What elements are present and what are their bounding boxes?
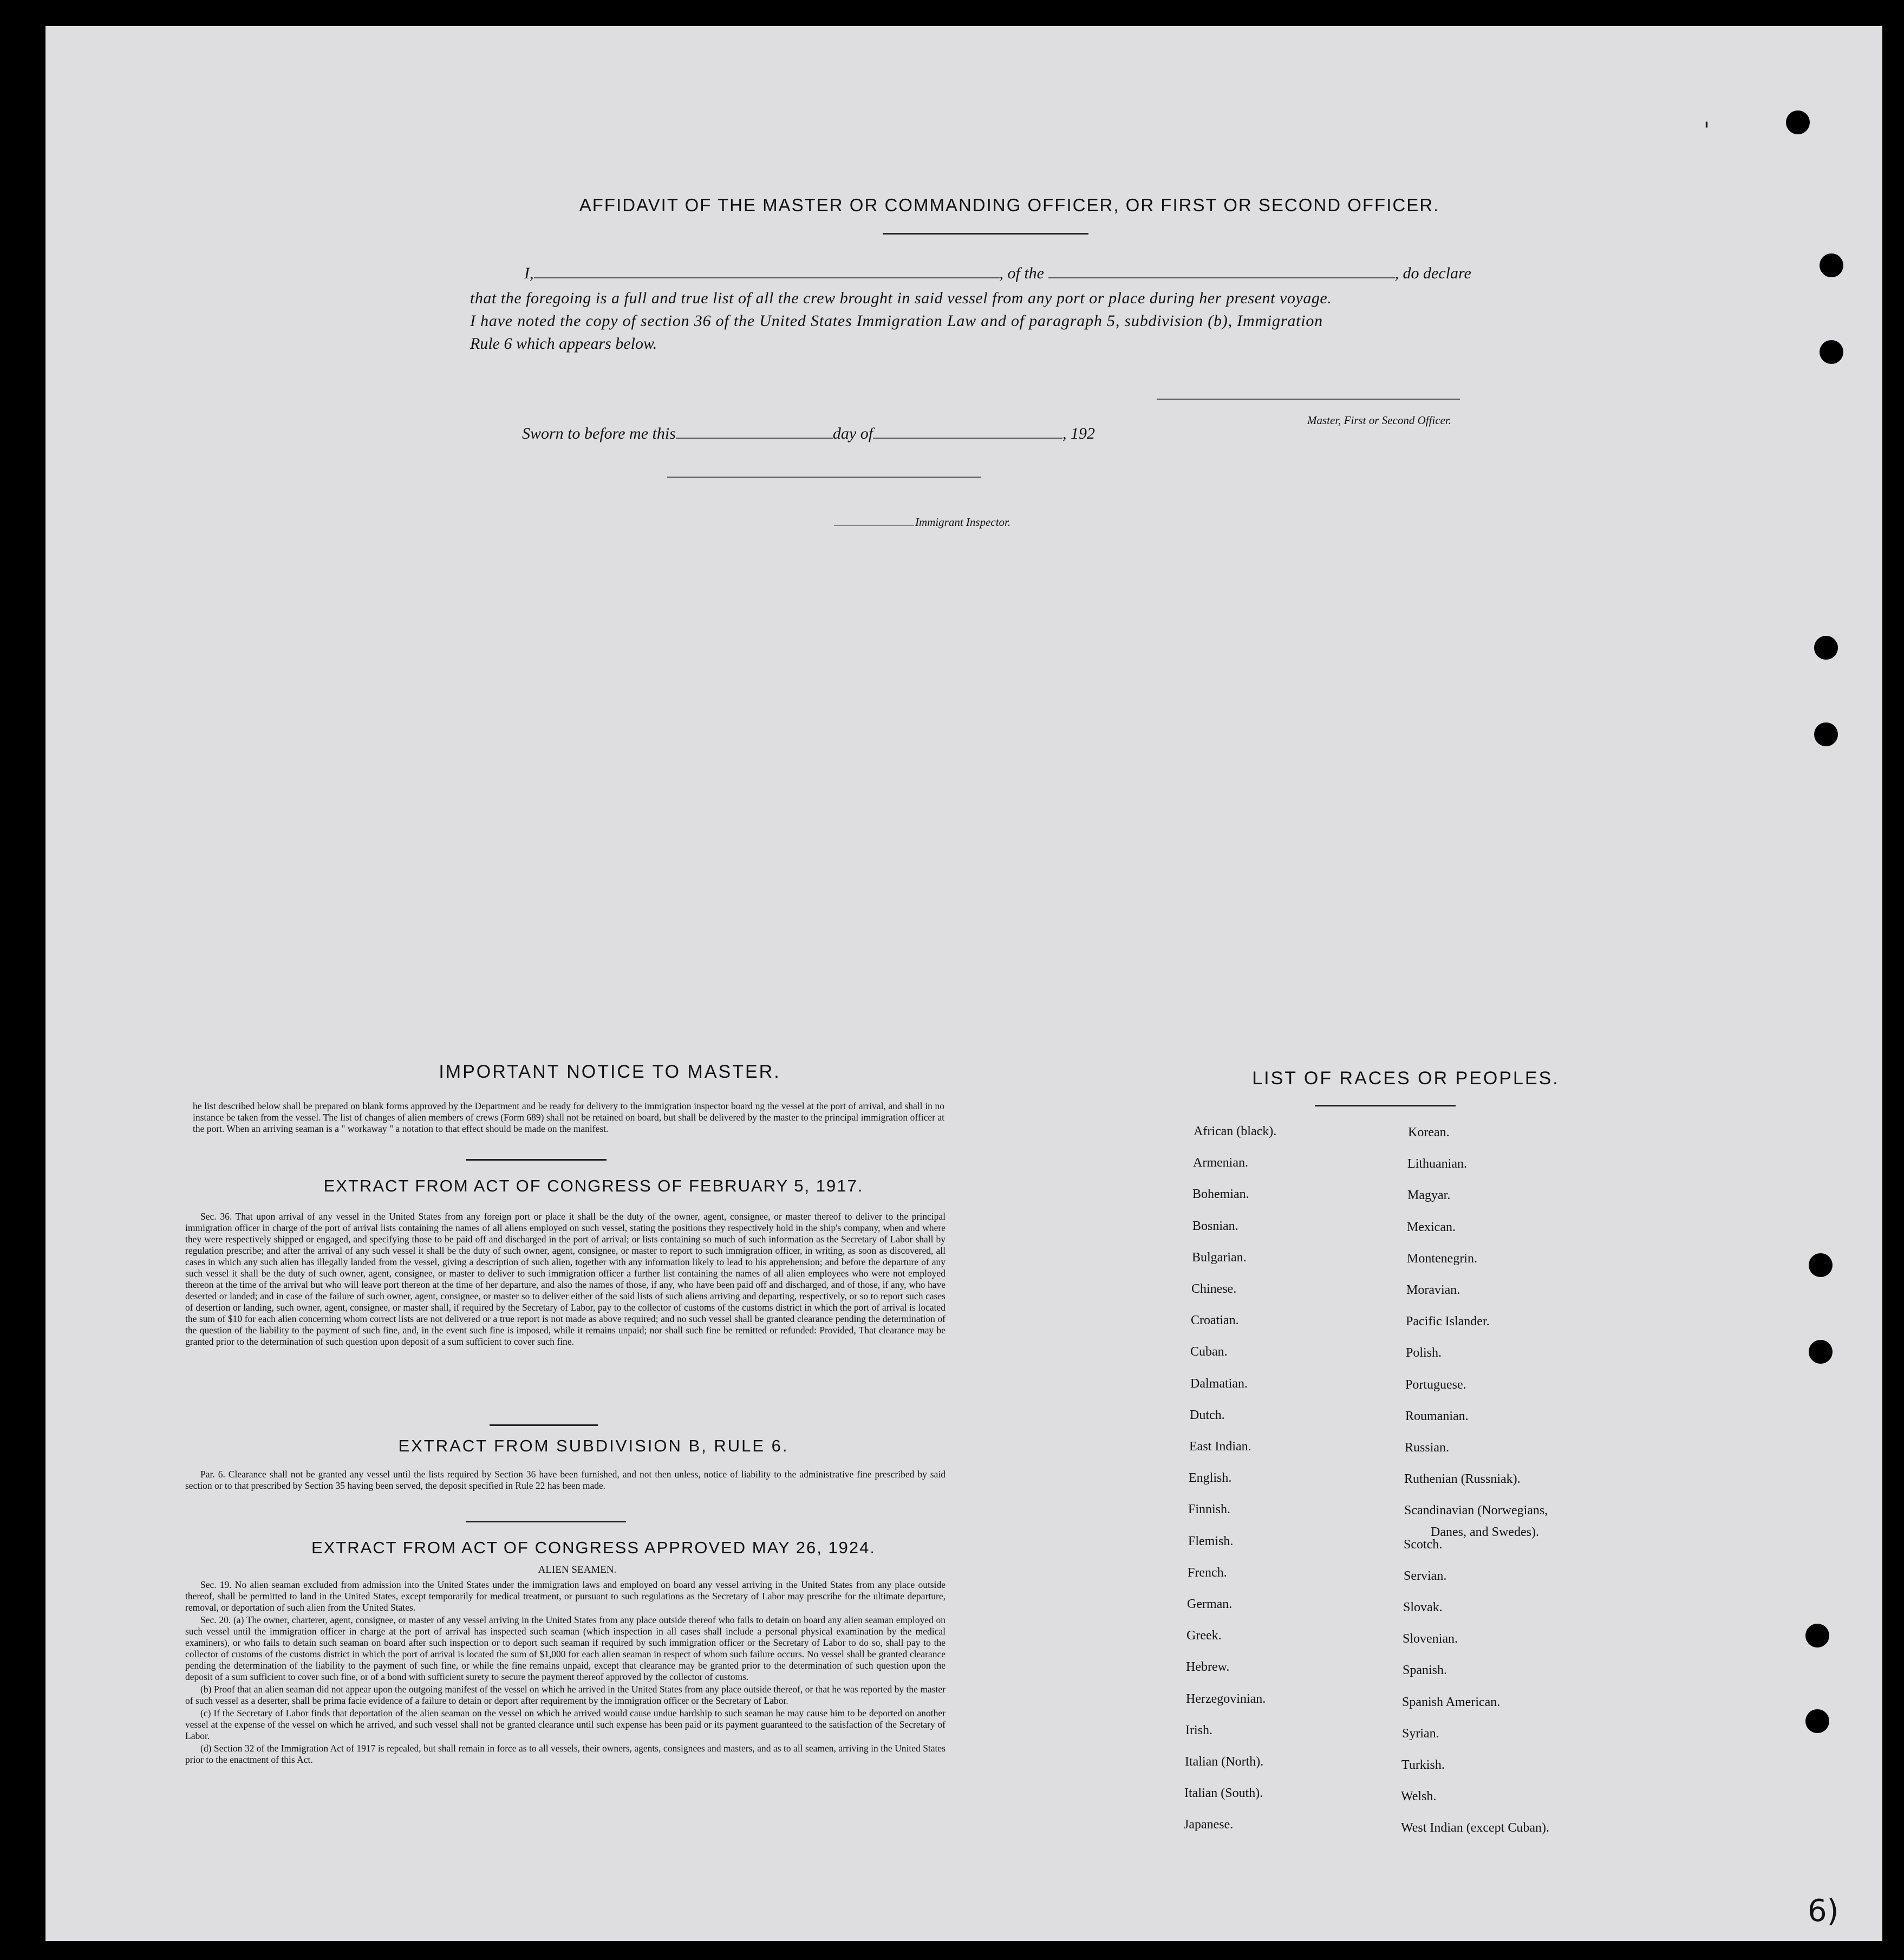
race-item: Italian (South). [1184, 1786, 1263, 1800]
sec-36-text: Sec. 36. That upon arrival of any vessel in the United States from any foreign port or place it shall be the duty of the owner, agent, consignee, or master thereof to deliver to the principal immigration officer in charge of the port of arrival lists containing the names of all aliens employed on such vessel, stating the positions they respectively hold in the ship's company, when and where they were respectively shipped or engaged, and specifying those to be paid off and discharged in the port of arrival; or lists containing so much of such information as the Secretary of Labor shall by regulation prescribe; and after the arrival of any such vessel it shall be the duty of such owner, agent, consignee, or master to report to such immigration officer, in writing, as soon as discovered, all cases in which any such alien has illegally landed from the vessel, giving a description of such alien, together with any information likely to lead to his apprehension; and before the departure of any such vessel it shall be the duty of such owner, agent, consignee, or master to deliver to such immigration officer a further list containing the names of all alien employees who were not employed thereon at the time of the arrival but who will leave port thereon at the time of her departure, and also the names of those, if any, who have been paid off and discharged, and of those, if any, who have deserted or landed; and in case of the failure of such owner, agent, consignee, or master so to deliver either of the said lists of such aliens arriving and departing, respectively, or so to report such cases of desertion or landing, such owner, agent, consignee, or master shall, if required by the Secretary of Labor, pay to the collector of customs of the customs district in which the port of arrival is located the sum of $10 for each alien concerning whom correct lists are not delivered or a true report is not made as above required; and no such vessel shall be granted clearance pending the determination of the question of the liability to the payment of such fine, and, in the event such fine is imposed, while it remains unpaid; nor shall such fine be remitted or refunded: Provided, That clearance may be granted prior to the determination of such question upon deposit of a sum sufficient to cover such fine. [185, 1211, 946, 1347]
handwritten-page-number: 6) [1808, 1893, 1839, 1929]
race-item: German. [1187, 1597, 1233, 1611]
sec-19-text: Sec. 19. No alien seaman excluded from admission into the United States under the immigration laws and employed on board any vessel arriving in the United States from any place outside thereof, shall be permitted to land in the United States, except temporarily for medical treatment, or pursuant to such regulations as the Secretary of Labor may prescribe for the ultimate departure, removal, or deportation of such alien from the United States. [185, 1579, 946, 1613]
race-item: Servian. [1404, 1569, 1447, 1583]
race-item: Bulgarian. [1192, 1251, 1247, 1265]
divider [1315, 1105, 1456, 1106]
inspector-caption-leader [834, 525, 914, 526]
race-item: Magyar. [1407, 1188, 1451, 1202]
scandinavian-continuation: Danes, and Swedes). [1431, 1525, 1539, 1539]
affidavit-declaration-line [524, 264, 1553, 283]
race-item: Slovenian. [1403, 1632, 1458, 1646]
extract-rule6-title: EXTRACT FROM SUBDIVISION B, RULE 6. [398, 1436, 789, 1455]
extract-1917-title: EXTRACT FROM ACT OF CONGRESS OF FEBRUARY 5, 1917. [323, 1176, 864, 1195]
signature-caption: Master, First or Second Officer. [1307, 414, 1451, 427]
divider [466, 1521, 626, 1522]
race-item: Syrian. [1402, 1727, 1439, 1741]
race-item: Scandinavian (Norwegians, [1404, 1503, 1548, 1518]
races-title: LIST OF RACES OR PEOPLES. [1252, 1068, 1560, 1089]
race-item: Scotch. [1404, 1538, 1443, 1552]
document-page [45, 26, 1882, 1941]
affidavit-i: I, [524, 264, 534, 282]
race-item: Russian. [1405, 1441, 1450, 1455]
race-item: Mexican. [1407, 1220, 1456, 1234]
race-item: Herzegovinian. [1186, 1692, 1266, 1706]
sec-20a-text: Sec. 20. (a) The owner, charterer, agent, consignee, or master of any vessel arriving in the United States from any place outside thereof who fails to detain on board any alien seaman employed on such vessel until the immigration officer in charge at the port of arrival has inspected such seaman (which inspection in all cases shall include a personal physical examination by the medical examiners), or who fails to detain such seaman on board after such inspection or to deport such seaman if required by such immigration officer or the Secretary of Labor to do so, shall pay to the collector of customs of the customs district in which the port of arrival is located the sum of $1,000 for each alien seaman in respect of whom such failure occurs. No vessel shall be granted clearance pending the determination of the liability to the payment of such fine, or while the fine remains unpaid, except that clearance may be granted prior to the determination of such question upon the deposit of a sum sufficient to cover such fine, or of a bond with sufficient surety to secure the payment thereof approved by the collector of customs. [185, 1614, 946, 1682]
punch-hole [1809, 1253, 1833, 1277]
divider [490, 1424, 598, 1426]
sworn-year: , 192 [1062, 425, 1096, 442]
punch-hole [1814, 722, 1838, 746]
race-item: Welsh. [1401, 1789, 1437, 1803]
race-item: Finnish. [1188, 1502, 1231, 1516]
extract-1924-title: EXTRACT FROM ACT OF CONGRESS APPROVED MAY 26, 1924. [311, 1538, 876, 1557]
race-item: Turkish. [1401, 1758, 1445, 1772]
race-item: Portuguese. [1405, 1378, 1466, 1392]
name-blank[interactable] [534, 277, 1000, 278]
race-item: Flemish. [1188, 1534, 1234, 1548]
race-item: Lithuanian. [1407, 1157, 1467, 1171]
affidavit-title: AFFIDAVIT OF THE MASTER OR COMMANDING OFFICER, OR FIRST OR SECOND OFFICER. [579, 195, 1440, 215]
inspector-signature-line[interactable] [667, 477, 981, 478]
notice-text: he list described below shall be prepared on blank forms approved by the Department and be ready for delivery to the immigration inspector board ng the vessel at the port of arrival, and shall in no instance be taken from the vessel. The list of changes of alien members of crews (Form 689) shall not be retained on board, but shall be delivered by the master to the principal immigration officer at the port. When an arriving seaman is a " workaway " a notation to that effect should be made on the manifest. [193, 1101, 944, 1134]
race-item: Moravian. [1406, 1283, 1460, 1297]
race-item: Ruthenian (Russniak). [1404, 1472, 1521, 1486]
sec-20d-text: (d) Section 32 of the Immigration Act of 1917 is repealed, but shall remain in force as to all vessels, their owners, agents, consignees and masters, and as to all seamen, arriving in the United States prior to the enactment of this Act. [185, 1743, 946, 1765]
punch-hole [1820, 340, 1843, 364]
race-item: Pacific Islander. [1406, 1314, 1490, 1329]
race-item: African (black). [1194, 1124, 1277, 1138]
race-item: Bosnian. [1192, 1219, 1238, 1233]
race-item: French. [1188, 1566, 1227, 1580]
sec-20b-text: (b) Proof that an alien seaman did not appear upon the outgoing manifest of the vessel on which he arrived in the United States from any place outside thereof, or that he was reported by the master of such vessel as a deserter, shall be prima facie evidence of a failure to detain or deport after requirement by the immigration officer or the Secretary of Labor. [185, 1684, 946, 1706]
sworn-prefix: Sworn to before me this [522, 425, 676, 442]
par-6-text: Par. 6. Clearance shall not be granted any vessel until the lists required by Section 36 have been furnished, and not then unless, notice of liability to the administrative fine prescribed by said section or to that prescribed by Section 35 having been served, the deposit specified in Rule 22 has been made. [185, 1469, 946, 1491]
affidavit-line-4: Rule 6 which appears below. [470, 335, 657, 353]
race-item: Dalmatian. [1190, 1377, 1248, 1391]
inspector-caption: Immigrant Inspector. [915, 516, 1011, 529]
pencil-tick-mark: ' [1704, 118, 1710, 143]
race-item: Hebrew. [1186, 1660, 1230, 1674]
race-item: Polish. [1406, 1346, 1442, 1360]
extract-1924-text [185, 1579, 946, 1767]
divider [466, 1159, 607, 1161]
affidavit-line-3: I have noted the copy of section 36 of the United States Immigration Law and of paragraph 5, subdivision (b), Immigration [470, 312, 1323, 330]
alien-seamen-subtitle: ALIEN SEAMEN. [538, 1564, 617, 1575]
race-item: Slovak. [1403, 1600, 1443, 1614]
punch-hole [1805, 1624, 1829, 1648]
race-item: Croatian. [1191, 1313, 1239, 1327]
sworn-line [522, 425, 1226, 443]
punch-hole [1814, 636, 1838, 660]
race-item: Spanish American. [1402, 1695, 1501, 1709]
affidavit-line-2: that the foregoing is a full and true list of all the crew brought in said vessel from any port or place during her present voyage. [470, 289, 1332, 307]
sec-20c-text: (c) If the Secretary of Labor finds that deportation of the alien seaman on the vessel on which he arrived would cause undue hardship to such seaman he may cause him to be deported on another vessel at the expense of the vessel on which he arrived, and such vessel shall not be granted clearance until such expense has been paid or its payment guaranteed to the satisfaction of the Secretary of Labor. [185, 1708, 946, 1741]
race-item: West Indian (except Cuban). [1401, 1821, 1549, 1835]
punch-hole [1809, 1340, 1833, 1364]
race-item: Spanish. [1403, 1663, 1447, 1677]
affidavit-of-the: , of the [999, 264, 1044, 282]
race-item: Korean. [1408, 1125, 1450, 1139]
race-item: English. [1189, 1471, 1232, 1485]
punch-hole [1786, 110, 1810, 134]
race-item: Italian (North). [1185, 1755, 1264, 1769]
extract-rule6-text [185, 1469, 946, 1493]
notice-title: IMPORTANT NOTICE TO MASTER. [439, 1062, 781, 1082]
race-item: Chinese. [1191, 1282, 1237, 1296]
race-item: Cuban. [1190, 1345, 1228, 1359]
month-blank[interactable] [873, 437, 1062, 439]
vessel-blank[interactable] [1048, 277, 1395, 278]
extract-1917-text [185, 1211, 946, 1349]
sworn-day-of: day of [832, 425, 873, 442]
punch-hole [1805, 1709, 1829, 1733]
punch-hole [1820, 253, 1843, 277]
race-item: Bohemian. [1192, 1187, 1249, 1201]
race-item: Japanese. [1184, 1818, 1234, 1832]
race-item: Irish. [1185, 1723, 1212, 1737]
signature-line[interactable] [1157, 399, 1460, 400]
race-item: Dutch. [1190, 1408, 1225, 1422]
race-item: Roumanian. [1405, 1409, 1469, 1423]
race-item: Montenegrin. [1407, 1252, 1477, 1266]
affidavit-declare: , do declare [1394, 264, 1471, 282]
divider [883, 233, 1088, 235]
race-item: Greek. [1186, 1629, 1222, 1643]
day-blank[interactable] [676, 437, 833, 439]
race-item: East Indian. [1189, 1440, 1251, 1454]
race-item: Armenian. [1193, 1156, 1248, 1170]
